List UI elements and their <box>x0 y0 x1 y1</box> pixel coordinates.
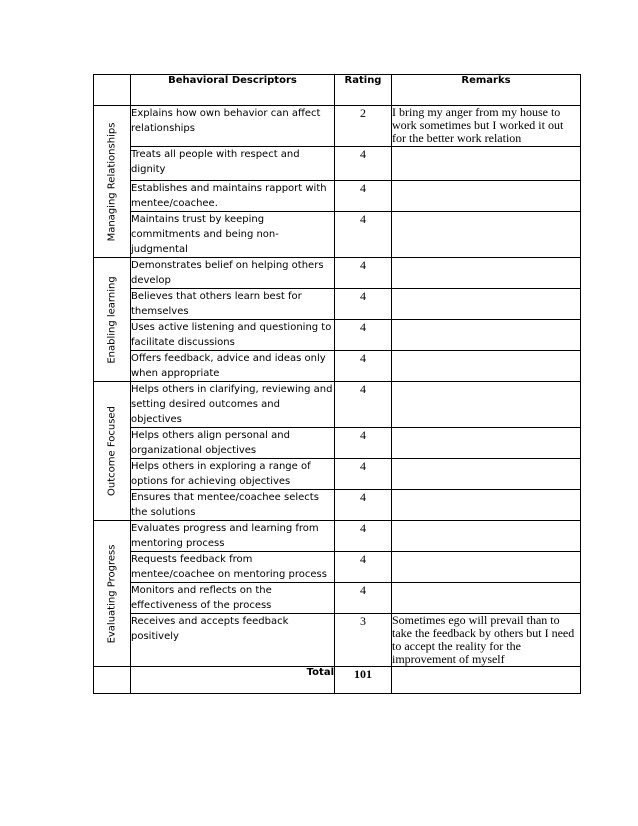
rating-cell: 4 <box>335 289 392 320</box>
rating-cell: 4 <box>335 320 392 351</box>
rating-cell: 4 <box>335 382 392 428</box>
table-row <box>94 212 581 258</box>
table-row <box>94 258 581 289</box>
category-cell-enabling-learning <box>94 258 131 382</box>
rating-cell: 2 <box>335 106 392 147</box>
remarks-header: Remarks <box>392 75 581 106</box>
category-cell-outcome-focused <box>94 382 131 521</box>
table-row <box>94 351 581 382</box>
rating-cell: 4 <box>335 521 392 552</box>
descriptor-cell: Demonstrates belief on helping others develop <box>131 258 335 289</box>
descriptor-cell: Uses active listening and questioning to facilitate discussions <box>131 320 335 351</box>
remarks-cell <box>392 382 581 428</box>
total-label: Total <box>131 667 335 694</box>
descriptor-cell: Helps others align personal and organizational objectives <box>131 428 335 459</box>
descriptor-cell: Requests feedback from mentee/coachee on mentoring process <box>131 552 335 583</box>
category-label: Evaluating Progress <box>106 544 118 643</box>
rating-cell: 4 <box>335 258 392 289</box>
table-row <box>94 552 581 583</box>
table-row <box>94 428 581 459</box>
rating-cell: 4 <box>335 351 392 382</box>
table-row <box>94 147 581 181</box>
remarks-cell <box>392 147 581 181</box>
rating-cell: 4 <box>335 490 392 521</box>
remarks-cell <box>392 351 581 382</box>
remarks-cell: Sometimes ego will prevail than to take the feedback by others but I need to accept the reality for the improvement of myself <box>392 614 581 667</box>
category-label: Managing Relationships <box>106 122 118 241</box>
table-row <box>94 181 581 212</box>
table-row <box>94 289 581 320</box>
table-row <box>94 320 581 351</box>
remarks-cell: I bring my anger from my house to work sometimes but I worked it out for the better work relation <box>392 106 581 147</box>
remarks-cell <box>392 428 581 459</box>
table-row <box>94 490 581 521</box>
descriptor-cell: Offers feedback, advice and ideas only when appropriate <box>131 351 335 382</box>
total-row <box>94 667 581 694</box>
rating-cell: 4 <box>335 212 392 258</box>
category-header-cell <box>94 75 131 106</box>
table-row <box>94 106 581 147</box>
remarks-cell <box>392 289 581 320</box>
remarks-cell <box>392 552 581 583</box>
remarks-cell <box>392 521 581 552</box>
descriptor-cell: Monitors and reflects on the effectiveness of the process <box>131 583 335 614</box>
descriptor-cell: Establishes and maintains rapport with mentee/coachee. <box>131 181 335 212</box>
table-row <box>94 382 581 428</box>
rating-cell: 4 <box>335 428 392 459</box>
descriptors-header: Behavioral Descriptors <box>131 75 335 106</box>
remarks-cell <box>392 320 581 351</box>
total-remarks-cell <box>392 667 581 694</box>
behavioral-rating-table <box>93 74 581 694</box>
category-cell-evaluating-progress <box>94 521 131 667</box>
table-row <box>94 521 581 552</box>
total-empty-cell <box>94 667 131 694</box>
table-row <box>94 614 581 667</box>
remarks-cell <box>392 181 581 212</box>
remarks-cell <box>392 490 581 521</box>
rating-cell: 4 <box>335 181 392 212</box>
category-cell-managing-relationships <box>94 106 131 258</box>
descriptor-cell: Helps others in clarifying, reviewing and setting desired outcomes and objectives <box>131 382 335 428</box>
rating-cell: 4 <box>335 552 392 583</box>
descriptor-cell: Helps others in exploring a range of options for achieving objectives <box>131 459 335 490</box>
descriptor-cell: Receives and accepts feedback positively <box>131 614 335 667</box>
descriptor-cell: Maintains trust by keeping commitments and being non-judgmental <box>131 212 335 258</box>
descriptor-cell: Ensures that mentee/coachee selects the solutions <box>131 490 335 521</box>
remarks-cell <box>392 258 581 289</box>
descriptor-cell: Treats all people with respect and dignity <box>131 147 335 181</box>
remarks-cell <box>392 212 581 258</box>
remarks-cell <box>392 583 581 614</box>
descriptor-cell: Believes that others learn best for themselves <box>131 289 335 320</box>
total-value: 101 <box>335 667 392 694</box>
table-row <box>94 459 581 490</box>
category-label: Outcome Focused <box>106 406 118 496</box>
remarks-cell <box>392 459 581 490</box>
table-header-row <box>94 75 581 106</box>
descriptor-cell: Explains how own behavior can affect relationships <box>131 106 335 147</box>
rating-cell: 4 <box>335 459 392 490</box>
rating-cell: 3 <box>335 614 392 667</box>
rating-cell: 4 <box>335 583 392 614</box>
category-label: Enabling learning <box>106 275 118 364</box>
rating-cell: 4 <box>335 147 392 181</box>
table-row <box>94 583 581 614</box>
descriptor-cell: Evaluates progress and learning from mentoring process <box>131 521 335 552</box>
rating-header: Rating <box>335 75 392 106</box>
